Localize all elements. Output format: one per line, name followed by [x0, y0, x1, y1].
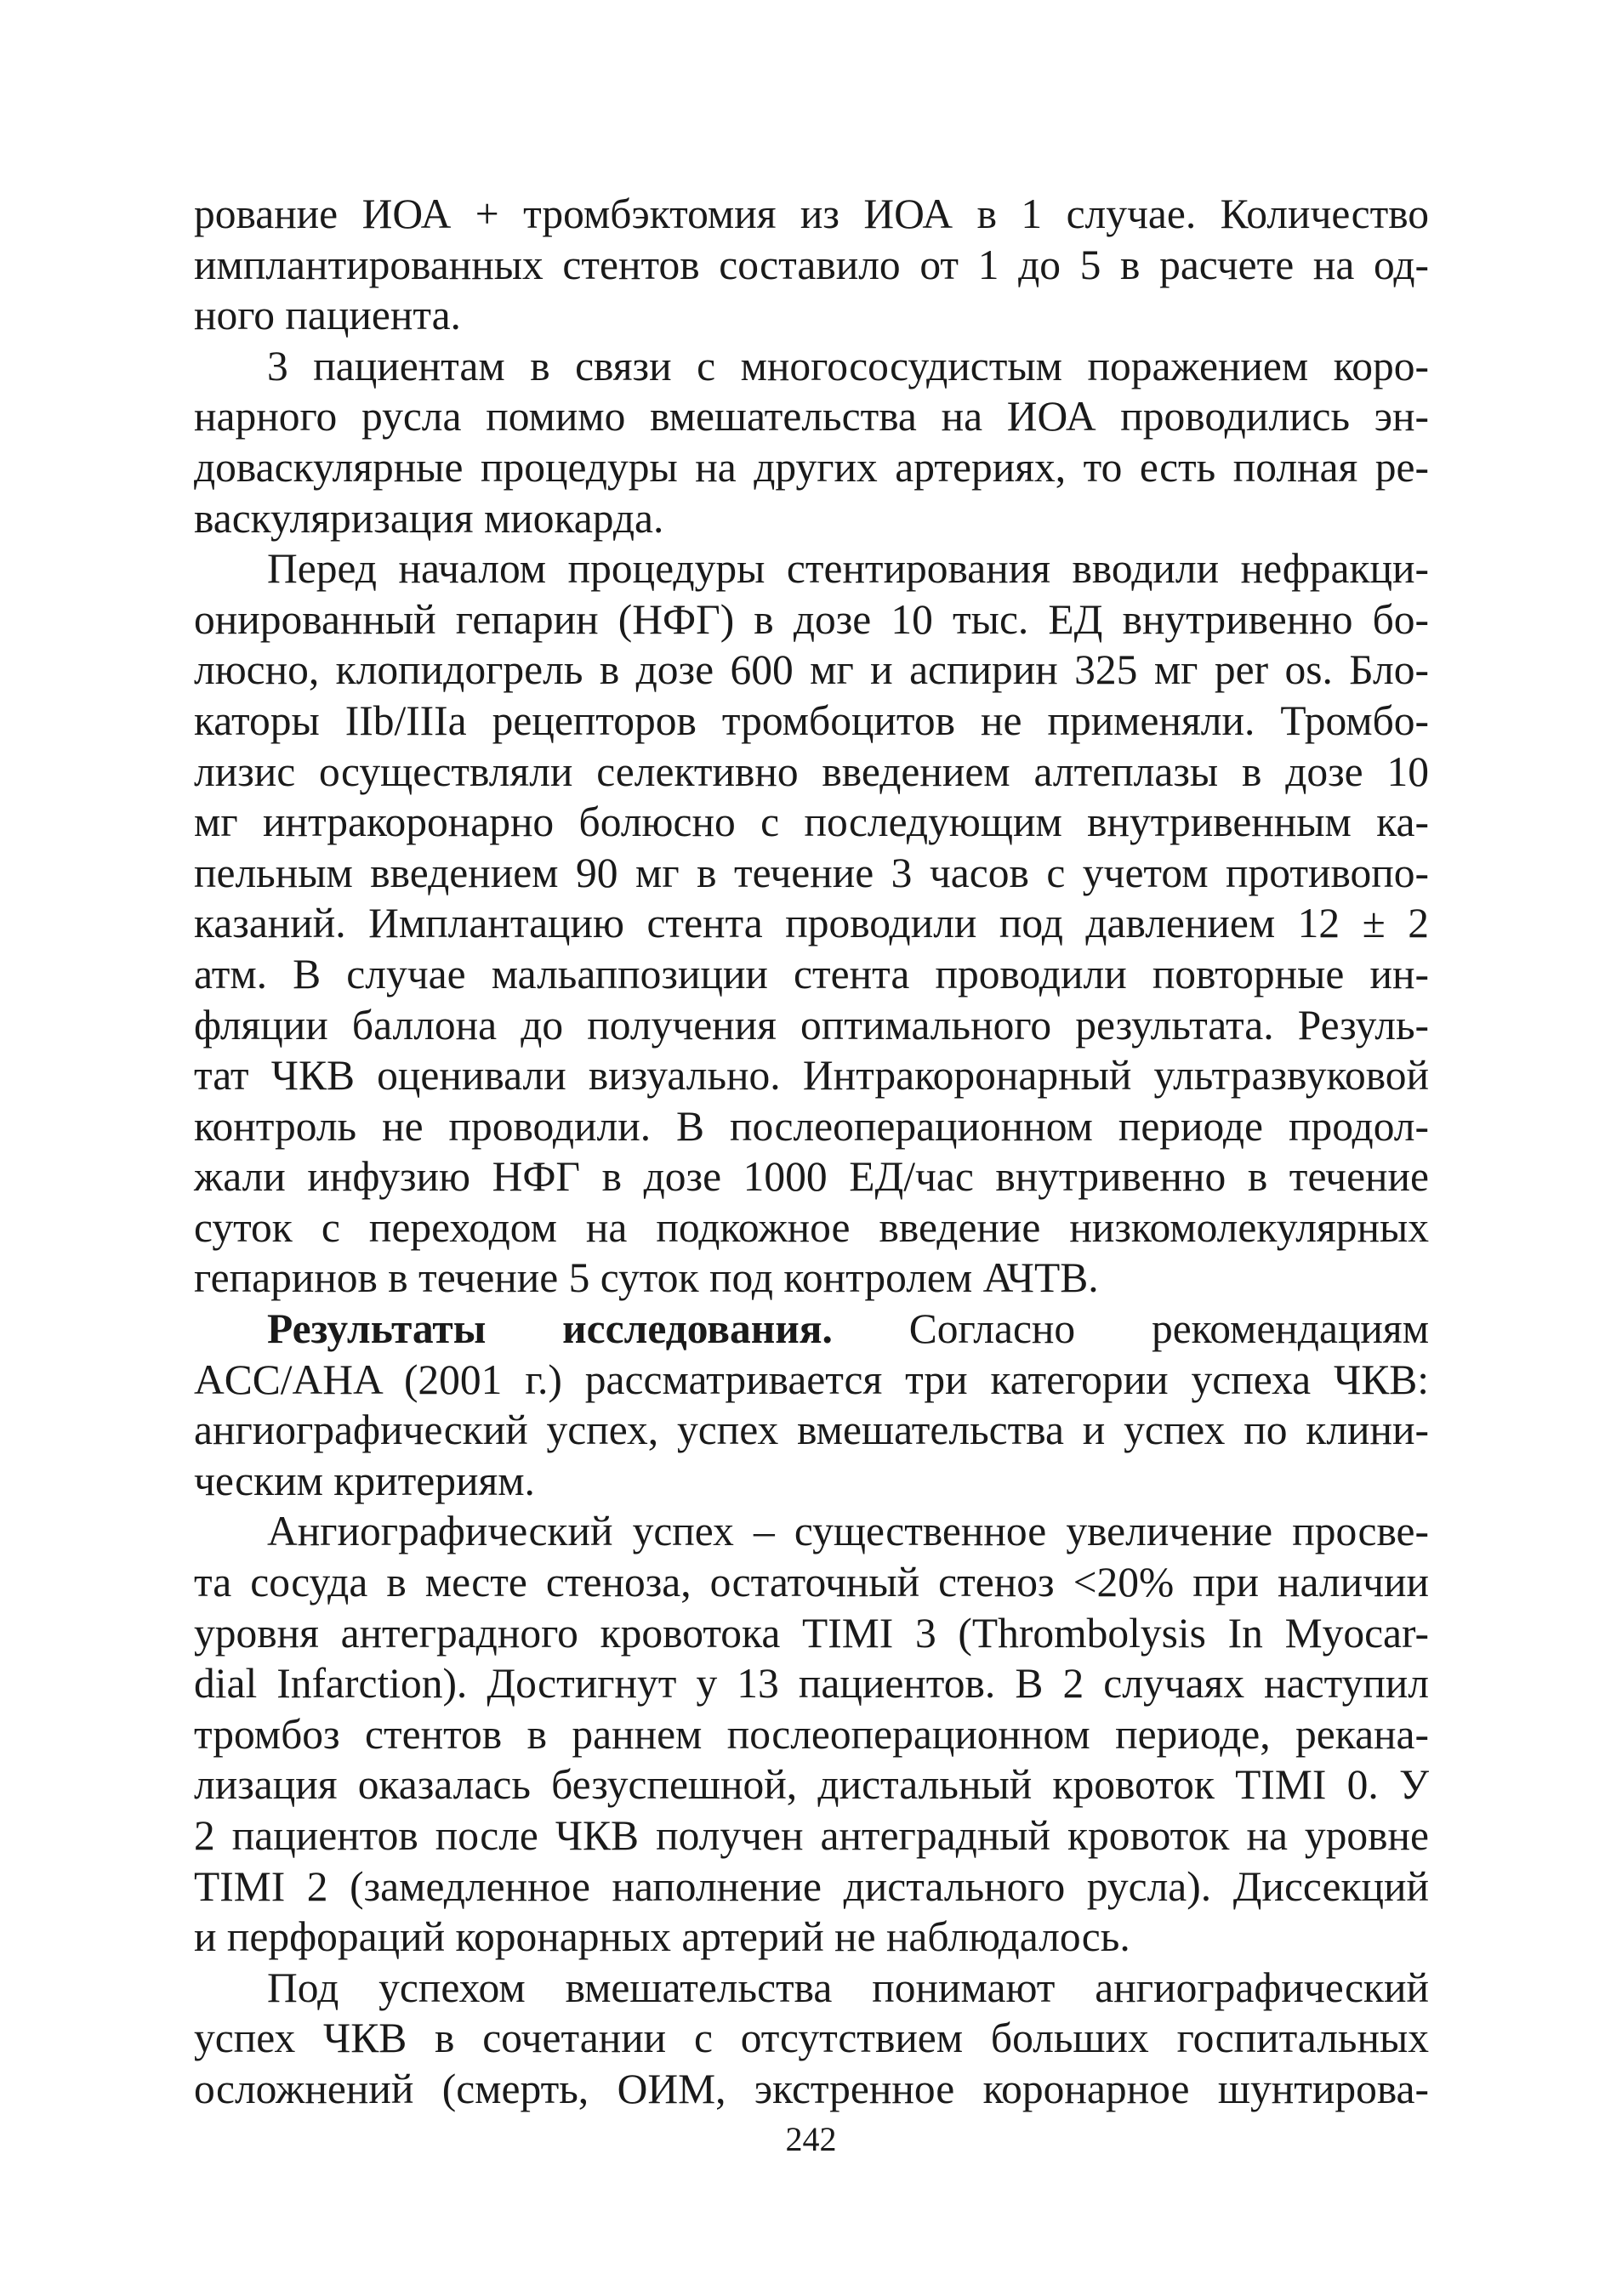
text-line: Перед началом процедуры стентирования вводили нефракци-	[267, 545, 1429, 593]
text-line: каторы IIb/IIIa рецепторов тромбоцитов не применяли. Тромбо-	[194, 696, 1429, 744]
text-line: ческим критериям.	[194, 1457, 535, 1504]
text-line: имплантированных стентов составило от 1 до 5 в расчете на од-	[194, 241, 1429, 288]
section-heading-results: Результаты исследования.	[267, 1305, 833, 1353]
text-line: Под успехом вмешательства понимают ангиографический	[267, 1964, 1429, 2011]
text-line: гепаринов в течение 5 суток под контролем АЧТВ.	[194, 1254, 1099, 1302]
text-line: тромбоз стентов в раннем послеоперационном периоде, рекана-	[194, 1710, 1429, 1758]
text-line: пельным введением 90 мг в течение 3 часов с учетом противопо-	[194, 849, 1429, 896]
text-line: ACC/AHA (2001 г.) рассматривается три категории успеха ЧКВ:	[194, 1355, 1429, 1403]
text-line: уровня антеградного кровотока TIMI 3 (Thrombolysis In Myocar-	[194, 1609, 1429, 1657]
text-line: контроль не проводили. В послеоперационном периоде продол-	[194, 1102, 1429, 1150]
document-page	[194, 189, 1429, 2115]
text-line: онированный гепарин (НФГ) в дозе 10 тыс. ЕД внутривенно бо-	[194, 595, 1429, 643]
text-line: нарного русла помимо вмешательства на ИОА проводились эн-	[194, 393, 1429, 440]
text-line: фляции баллона до получения оптимального результата. Резуль-	[194, 1001, 1429, 1049]
text-line: 2 пациентов после ЧКВ получен антеградный кровоток на уровне	[194, 1812, 1429, 1859]
text-line: 3 пациентам в связи с многососудистым поражением коро-	[267, 342, 1429, 389]
paragraph-3	[194, 543, 1429, 1304]
text-line: жали инфузию НФГ в дозе 1000 ЕД/час внутривенно в течение	[194, 1153, 1429, 1201]
text-line: ного пациента.	[194, 292, 461, 339]
text-line: ангиографический успех, успех вмешательства и успех по клини-	[194, 1407, 1429, 1454]
paragraph-2	[194, 341, 1429, 543]
text-line: лизация оказалась безуспешной, дистальный кровоток TIMI 0. У	[194, 1761, 1429, 1809]
paragraph-6	[194, 1963, 1429, 2115]
page-number: 242	[785, 2120, 837, 2158]
text-line: суток с переходом на подкожное введение низкомолекулярных	[194, 1203, 1429, 1251]
text-line: лизис осуществляли селективно введением алтеплазы в дозе 10	[194, 747, 1429, 795]
text-line: атм. В случае мальаппозиции стента проводили повторные ин-	[194, 950, 1429, 997]
paragraph-4	[194, 1304, 1429, 1506]
text-line: dial Infarction). Достигнут у 13 пациентов. В 2 случаях наступил	[194, 1660, 1429, 1708]
paragraph-5	[194, 1506, 1429, 1962]
text-line: тат ЧКВ оценивали визуально. Интракоронарный ультразвуковой	[194, 1052, 1429, 1100]
text-line: доваскулярные процедуры на других артериях, то есть полная ре-	[194, 443, 1429, 491]
text-line: Ангиографический успех – существенное увеличение просве-	[267, 1508, 1429, 1555]
text-line: успех ЧКВ в сочетании с отсутствием больших госпитальных	[194, 2015, 1429, 2062]
results-heading-line	[194, 1304, 1429, 1355]
text-line: васкуляризация миокарда.	[194, 494, 664, 542]
text-line: осложнений (смерть, ОИМ, экстренное коронарное шунтирова-	[194, 2065, 1429, 2112]
text-line: рование ИОА + тромбэктомия из ИОА в 1 случае. Количество	[194, 190, 1429, 237]
paragraph-1	[194, 189, 1429, 341]
text-line: люсно, клопидогрель в дозе 600 мг и аспирин 325 мг per os. Бло-	[194, 646, 1429, 694]
text-line: казаний. Имплантацию стента проводили под давлением 12 ± 2	[194, 900, 1429, 947]
text-line: мг интракоронарно болюсно с последующим внутривенным ка-	[194, 798, 1429, 846]
text-line: та сосуда в месте стеноза, остаточный стеноз <20% при наличии	[194, 1559, 1429, 1606]
text-line: TIMI 2 (замедленное наполнение дистального русла). Диссекций	[194, 1862, 1429, 1910]
text-line: и перфораций коронарных артерий не наблюдалось.	[194, 1913, 1130, 1961]
heading-continuation: Согласно рекомендациям	[908, 1305, 1430, 1353]
